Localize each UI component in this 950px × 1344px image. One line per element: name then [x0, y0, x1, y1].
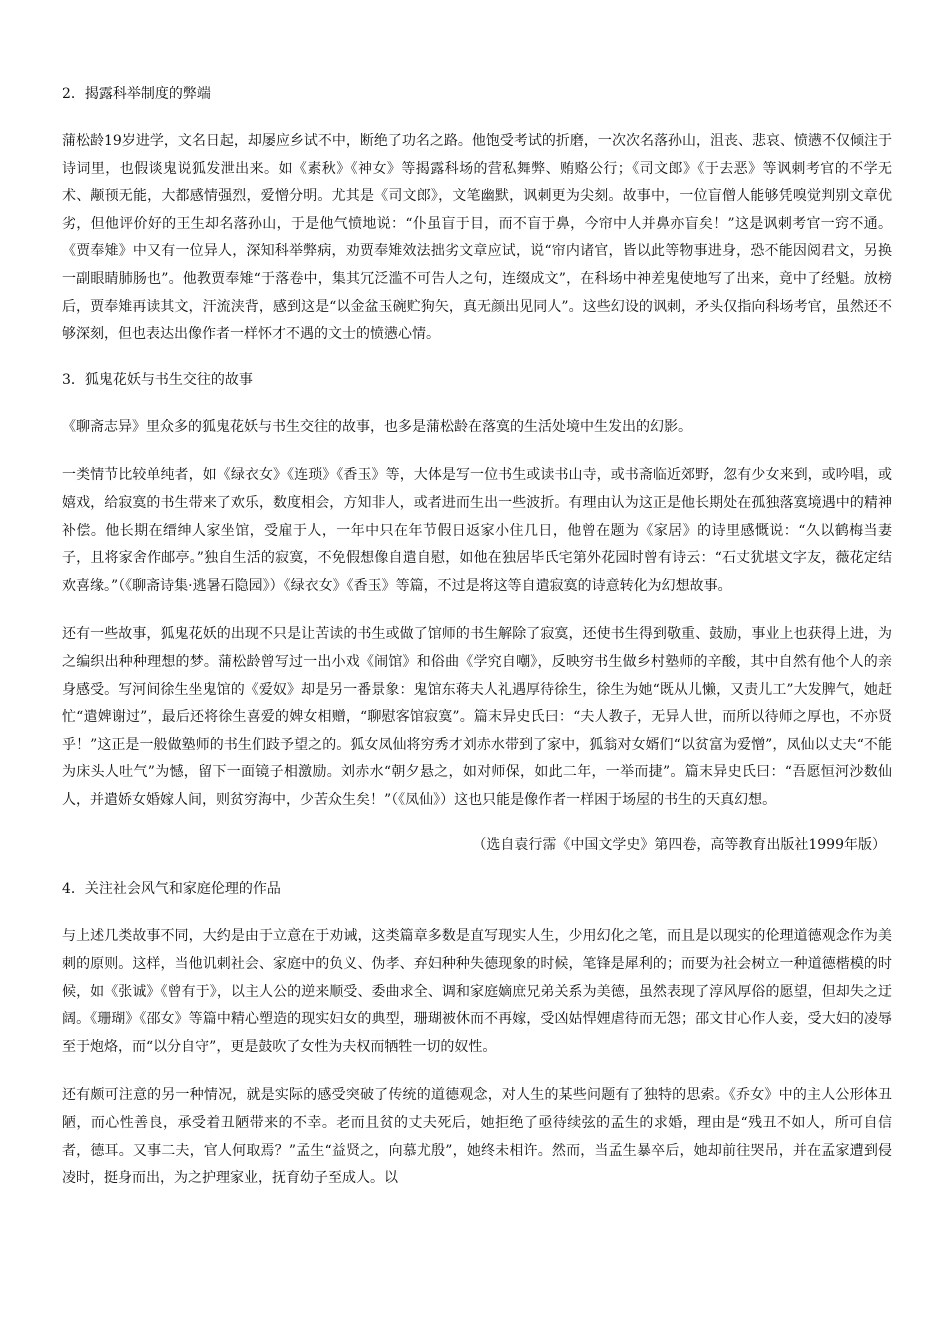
section-4-paragraph-2: 还有颇可注意的另一种情况，就是实际的感受突破了传统的道德观念，对人生的某些问题有了独特的思索。《乔女》中的主人公形体丑陋，而心性善良，承受着丑陋带来的不幸。老而且贫的丈夫死后，她拒绝了亟待续弦的孟生的求婚，理由是“残丑不如人，所可自信者，德耳。又事二夫，官人何取焉？”孟生“益贤之，向慕尤殷”，她终未相许。然而，当孟生暴卒后，她却前往哭吊，并在孟家遭到侵凌时，挺身而出，为之护理家业，抚育幼子至成人。以 — [62, 1087, 892, 1187]
section-4-paragraph-1: 与上述几类故事不同，大约是由于立意在于劝诫，这类篇章多数是直写现实人生，少用幻化之笔，而且是以现实的伦理道德观念作为美刺的原则。这样，当他讥刺社会、家庭中的负义、伪孝、弃妇种种失德现象的时候，笔锋是犀利的；而要为社会树立一种道德楷模的时候，如《张诚》《曾有于》，以主人公的逆来顺受、委曲求全、调和家庭嫡庶兄弟关系为美德，虽然表现了淳风厚俗的愿望，但却失之迂阔。《珊瑚》《邵女》等篇中精心塑造的现实妇女的典型，珊瑚被休而不再嫁，受凶姑悍娌虐待而无怨；邵文甘心作人妾，受大妇的凌辱至于炮烙，而“以分自守”，更是鼓吹了女性为夫权而牺牲一切的奴性。 — [62, 928, 892, 1055]
section-3-heading: 3．狐鬼花妖与书生交往的故事 — [62, 371, 253, 388]
section-3-paragraph-1: 《聊斋志异》里众多的狐鬼花妖与书生交往的故事，也多是蒲松龄在落寞的生活处境中生发出的幻影。 — [62, 418, 692, 435]
section-2-paragraph-1: 蒲松龄19岁进学，文名日起，却屡应乡试不中，断绝了功名之路。他饱受考试的折磨，一次次名落孙山，沮丧、悲哀、愤懑不仅倾注于诗词里，也假谈鬼说狐发泄出来。如《素秋》《神女》等揭露科场的营私舞弊、贿赂公行；《司文郎》《于去恶》等讽刺考官的不学无术、颟顸无能，大都感情强烈，爱憎分明。尤其是《司文郎》，文笔幽默，讽刺更为尖刻。故事中，一位盲僧人能够凭嗅觉判别文章优劣，但他评价好的王生却名落孙山，于是他气愤地说：“仆虽盲于目，而不盲于鼻，今帘中人并鼻亦盲矣！”这是讽刺考官一窍不通。《贾奉雉》中又有一位异人，深知科举弊病，劝贾奉雉效法拙劣文章应试，说“帘内诸官，皆以此等物事进身，恐不能因阅君文，另换一副眼睛肺肠也”。他教贾奉雉“于落卷中，集其冗泛滥不可告人之句，连缀成文”，在科场中神差鬼使地写了出来，竟中了经魁。放榜后，贾奉雉再读其文，汗流浃背，感到这是“以金盆玉碗贮狗矢，真无颜出见同人”。这些幻设的讽刺，矛头仅指向科场考官，虽然还不够深刻，但也表达出像作者一样怀才不遇的文士的愤懑心情。 — [62, 133, 892, 343]
section-3-paragraph-2: 一类情节比较单纯者，如《绿衣女》《连琐》《香玉》等，大体是写一位书生或读书山寺，或书斋临近郊野，忽有少女来到，或吟唱，或嬉戏，给寂寞的书生带来了欢乐，数度相会，方知非人，或者进而生出一些波折。有理由认为这正是他长期处在孤独落寞境遇中的精神补偿。他长期在缙绅人家坐馆，受雇于人，一年中只在年节假日返家小住几日，他曾在题为《家居》的诗里感慨说：“久以鹤梅当妻子，且将家舍作邮亭。”独自生活的寂寞，不免假想像自遣自慰，如他在独居毕氏宅第外花园时曾有诗云：“石丈犹堪文字友，薇花定结欢喜缘。”（《聊斋诗集·逃暑石隐园》）《绿衣女》《香玉》等篇，不过是将这等自遣寂寞的诗意转化为幻想故事。 — [62, 467, 892, 594]
document-page — [62, 84, 892, 1193]
source-citation: （选自袁行霈《中国文学史》第四卷，高等教育出版社1999年版） — [472, 837, 886, 854]
section-4-heading: 4．关注社会风气和家庭伦理的作品 — [62, 881, 281, 898]
section-2-heading: 2．揭露科举制度的弊端 — [62, 86, 211, 102]
section-3-paragraph-3: 还有一些故事，狐鬼花妖的出现不只是让苦读的书生或做了馆师的书生解除了寂寞，还使书生得到敬重、鼓励，事业上也获得上进，为之编织出种种理想的梦。蒲松龄曾写过一出小戏《闹馆》和俗曲《学究自嘲》，反映穷书生做乡村塾师的辛酸，其中自然有他个人的亲身感受。写河间徐生坐鬼馆的《爱奴》却是另一番景象：鬼馆东蒋夫人礼遇厚待徐生，徐生为她“既从儿懒，又责儿工”大发脾气，她赶忙“遣婢谢过”，最后还将徐生喜爱的婢女相赠，“聊慰客馆寂寞”。篇末异史氏曰：“夫人教子，无异人世，而所以待师之厚也，不亦贤乎！”这正是一般做塾师的书生们跂予望之的。狐女凤仙将穷秀才刘赤水带到了家中，狐翁对女婿们“以贫富为爱憎”，凤仙以丈夫“不能为床头人吐气”为憾，留下一面镜子相激励。刘赤水“朝夕悬之，如对师保，如此二年，一举而捷”。篇末异史氏曰：“吾愿恒河沙数仙人，并遣娇女婚嫁人间，则贫穷海中，少苦众生矣！”（《凤仙》）这也只能是像作者一样困于场屋的书生的天真幻想。 — [62, 626, 892, 808]
